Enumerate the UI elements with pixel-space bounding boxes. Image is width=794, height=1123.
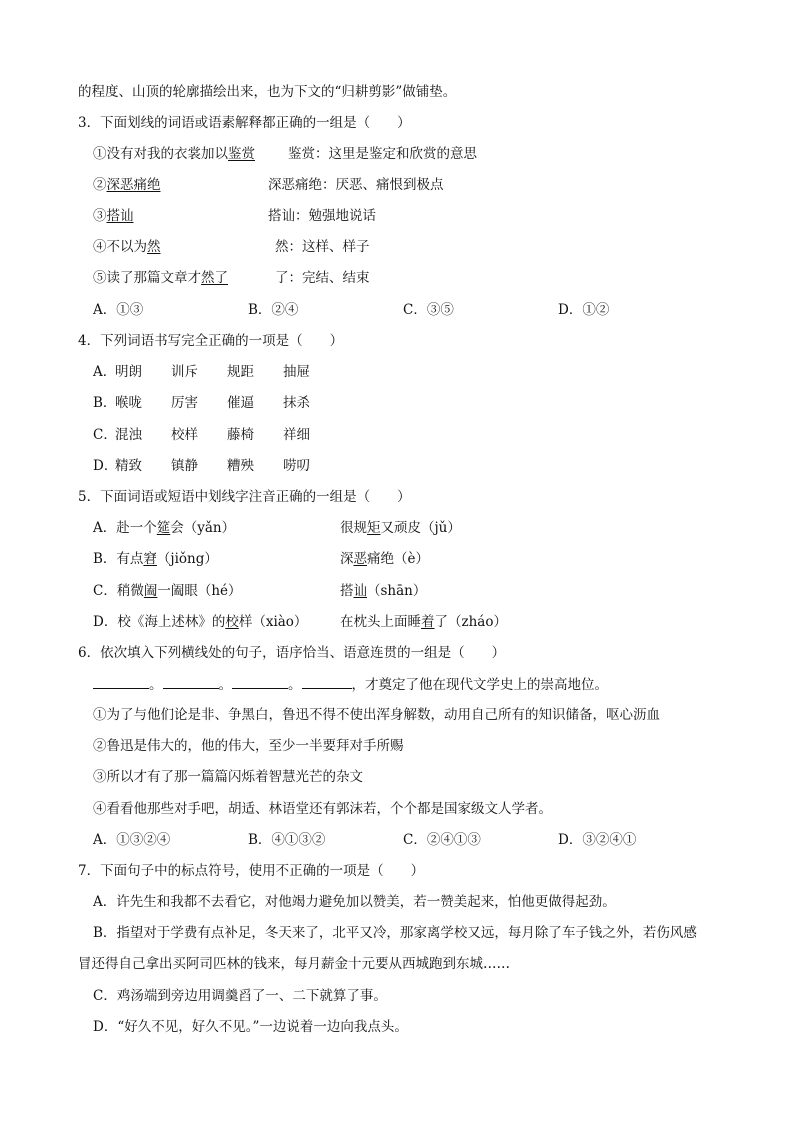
q4-row-a-label: A．	[93, 364, 117, 380]
underlined-term: 深恶痛绝	[106, 177, 161, 193]
q3-item-1: ①没有对我的衣裳加以鉴赏	[93, 146, 255, 162]
q3-item-3: ③搭讪	[93, 208, 134, 224]
q4-row-a-w2: 训斥	[171, 364, 198, 380]
q3-item-4: ④不以为然	[93, 239, 161, 255]
q5-row-b-left: B．有点窘（jiǒng）	[93, 551, 218, 567]
q6-sentence-2: ②鲁迅是伟大的，他的伟大，至少一半要拜对手所赐	[93, 738, 404, 754]
q4-row-c-w1: 混浊	[115, 427, 142, 443]
q3-explain-1: 鉴赏：这里是鉴定和欣赏的意思	[288, 146, 477, 162]
q5-row-d-right: 在枕头上面睡着了（zháo）	[340, 614, 507, 630]
q3-explain-3: 搭讪：勉强地说话	[268, 208, 376, 224]
q7-option-d: D．“好久不见，好久不见。”一边说着一边向我点头。	[93, 1019, 408, 1035]
underlined-term: 然了	[201, 270, 228, 286]
q3-explain-5: 了：完结、结束	[275, 270, 370, 286]
q7-stem: 7．下面句子中的标点符号，使用不正确的一项是（ ）	[78, 863, 425, 879]
q3-item-2: ②深恶痛绝	[93, 177, 161, 193]
q3-option-b: B．②④	[248, 302, 299, 318]
q6-option-b: B．④①③②	[248, 832, 326, 848]
q5-row-c-left: C．稍微阖一阖眼（hé）	[93, 583, 242, 599]
q3-option-d: D．①②	[558, 302, 610, 318]
q4-row-b-label: B．	[93, 395, 117, 411]
q6-stem: 6．依次填入下列横线处的句子，语序恰当、语意连贯的一组是（ ）	[78, 645, 506, 661]
q5-row-d-left: D．校《海上述林》的校样（xiào）	[93, 614, 308, 630]
q6-sentence-3: ③所以才有了那一篇篇闪烁着智慧光芒的杂文	[93, 769, 363, 785]
q5-row-a-right: 很规矩又顽皮（jǔ）	[340, 520, 461, 536]
q4-row-d-w4: 唠叨	[283, 458, 310, 474]
underlined-term: 鉴赏	[228, 146, 255, 162]
fill-blank[interactable]	[302, 674, 352, 689]
q7-option-b-line2: 冒还得自己拿出买阿司匹林的钱来，每月薪金十元要从西城跑到东城……	[78, 956, 510, 972]
q7-option-b-line1: B．指望对于学费有点补足，冬天来了，北平又冷，那家离学校又远，每月除了车子钱之外，若伤风感	[93, 925, 697, 941]
q5-row-a-left: A．赴一个筵会（yǎn）	[93, 520, 236, 536]
q5-stem: 5．下面词语或短语中划线字注音正确的一组是（ ）	[78, 489, 411, 505]
q4-row-d-w2: 镇静	[171, 458, 198, 474]
q4-row-d-w3: 糟殃	[227, 458, 254, 474]
q6-sentence-4: ④看看他那些对手吧，胡适、林语堂还有郭沫若，个个都是国家级文人学者。	[93, 801, 552, 817]
q3-explain-2: 深恶痛绝：厌恶、痛恨到极点	[268, 177, 444, 193]
q3-item-5: ⑤读了那篇文章才然了	[93, 270, 228, 286]
q3-option-c: C．③⑤	[403, 302, 454, 318]
q4-row-b-w3: 催逼	[227, 395, 254, 411]
q4-row-a-w1: 明朗	[115, 364, 142, 380]
q4-row-d-w1: 精致	[115, 458, 142, 474]
q6-option-a: A．①③②④	[93, 832, 171, 848]
q6-option-c: C．②④①③	[403, 832, 481, 848]
fill-blank[interactable]	[93, 674, 149, 689]
intro-text: 的程度、山顶的轮廓描绘出来，也为下文的“归耕剪影”做铺垫。	[78, 84, 457, 100]
q4-row-d-label: D．	[93, 458, 118, 474]
fill-blank[interactable]	[232, 674, 288, 689]
q3-option-a: A．①③	[93, 302, 144, 318]
q7-option-a: A．许先生和我都不去看它，对他竭力避免加以赞美，若一赞美起来，怕他更做得起劲。	[93, 894, 616, 910]
q4-row-c-w3: 藤椅	[227, 427, 254, 443]
q4-stem: 4．下列词语书写完全正确的一项是（ ）	[78, 333, 344, 349]
q4-row-b-w2: 厉害	[171, 395, 198, 411]
underlined-term: 然	[147, 239, 161, 255]
q6-blanks-line: 。 。 。 ，才奠定了他在现代文学史上的崇高地位。	[93, 674, 608, 695]
q4-row-a-w3: 规距	[227, 364, 254, 380]
q4-row-c-w4: 祥细	[283, 427, 310, 443]
q3-explain-4: 然：这样、样子	[275, 239, 370, 255]
q4-row-b-w1: 喉咙	[115, 395, 142, 411]
q5-row-b-right: 深恶痛绝（è）	[340, 551, 429, 567]
q3-stem: 3．下面划线的词语或语素解释都正确的一组是（ ）	[78, 115, 411, 131]
q4-row-b-w4: 抹杀	[283, 395, 310, 411]
q4-row-a-w4: 抽屉	[283, 364, 310, 380]
q4-row-c-label: C．	[93, 427, 117, 443]
fill-blank[interactable]	[163, 674, 219, 689]
q7-option-c: C．鸡汤端到旁边用调羹舀了一、二下就算了事。	[93, 988, 387, 1004]
q6-sentence-1: ①为了与他们论是非、争黑白，鲁迅不得不使出浑身解数，动用自己所有的知识储备，呕心沥血	[93, 707, 660, 723]
q6-option-d: D．③②④①	[558, 832, 637, 848]
q5-row-c-right: 搭讪（shān）	[340, 583, 427, 599]
underlined-term: 搭讪	[106, 208, 134, 224]
q4-row-c-w2: 校样	[171, 427, 198, 443]
